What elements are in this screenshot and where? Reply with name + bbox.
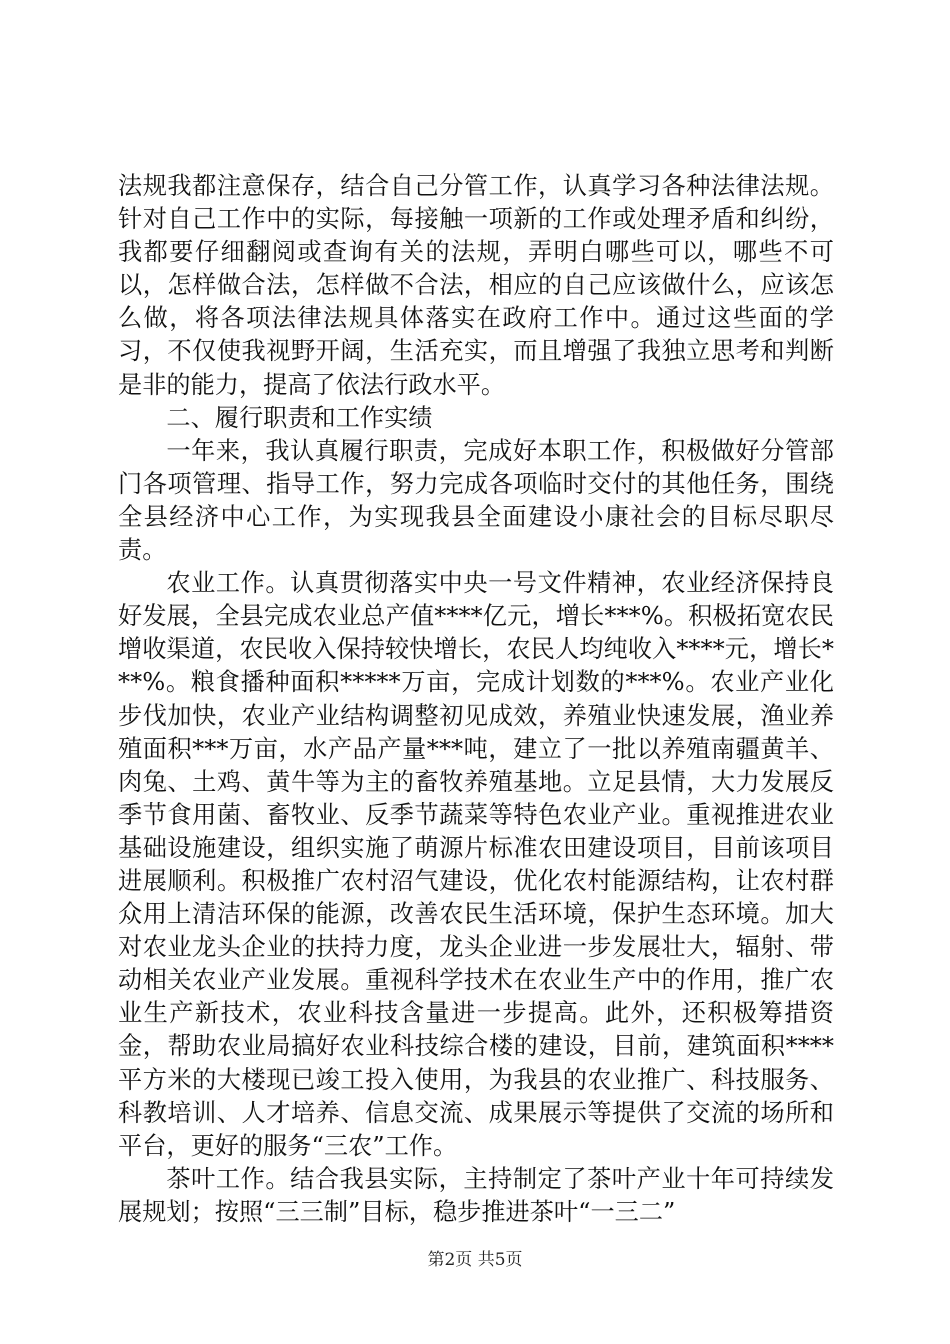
page-footer: 第2页 共5页 — [427, 1250, 523, 1270]
paragraph-agriculture-work: 农业工作。认真贯彻落实中央一号文件精神，农业经济保持良好发展，全县完成农业总产值****亿元，增长***%。积极拓宽农民增收渠道，农民收入保持较快增长，农民人均纯收入****元，增长***%。粮食播种面积*****万亩，完成计划数的***%。农业产业化步伐加快，农业产业结构调整初见成效，养殖业快速发展，渔业养殖面积***万亩，水产品产量***吨，建立了一批以养殖南疆黄羊、肉兔、土鸡、黄牛等为主的畜牧养殖基地。立足县情，大力发展反季节食用菌、畜牧业、反季节蔬菜等特色农业产业。重视推进农业基础设施建设，组织实施了萌源片标准农田建设项目，目前该项目进展顺利。积极推广农村沼气建设，优化农村能源结构，让农村群众用上清洁环保的能源，改善农民生活环境，保护生态环境。加大对农业龙头企业的扶持力度，龙头企业进一步发展壮大，辐射、带动相关农业产业发展。重视科学技术在农业生产中的作用，推广农业生产新技术，农业科技含量进一步提高。此外，还积极筹措资金，帮助农业局搞好农业科技综合楼的建设，目前，建筑面积****平方米的大楼现已竣工投入使用，为我县的农业推广、科技服务、科教培训、人才培养、信息交流、成果展示等提供了交流的场所和平台，更好的服务“三农”工作。 — [118, 569, 834, 1160]
paragraph-tea-work: 茶叶工作。结合我县实际，主持制定了茶叶产业十年可持续发展规划；按照“三三制”目标，稳步推进茶叶“一三二” — [118, 1164, 834, 1226]
paragraph-legal-study: 法规我都注意保存，结合自己分管工作，认真学习各种法律法规。针对自己工作中的实际，每接触一项新的工作或处理矛盾和纠纷，我都要仔细翻阅或查询有关的法规，弄明白哪些可以，哪些不可以，怎样做合法，怎样做不合法，相应的自己应该做什么，应该怎么做，将各项法律法规具体落实在政府工作中。通过这些面的学习，不仅使我视野开阔，生活充实，而且增强了我独立思考和判断是非的能力，提高了依法行政水平。 — [118, 172, 834, 399]
paragraph-duties-summary: 一年来，我认真履行职责，完成好本职工作，积极做好分管部门各项管理、指导工作，努力完成各项临时交付的其他任务，围绕全县经济中心工作，为实现我县全面建设小康社会的目标尽职尽责。 — [118, 436, 834, 565]
section-heading-duties: 二、履行职责和工作实绩 — [166, 403, 433, 432]
document-body — [118, 170, 834, 1229]
